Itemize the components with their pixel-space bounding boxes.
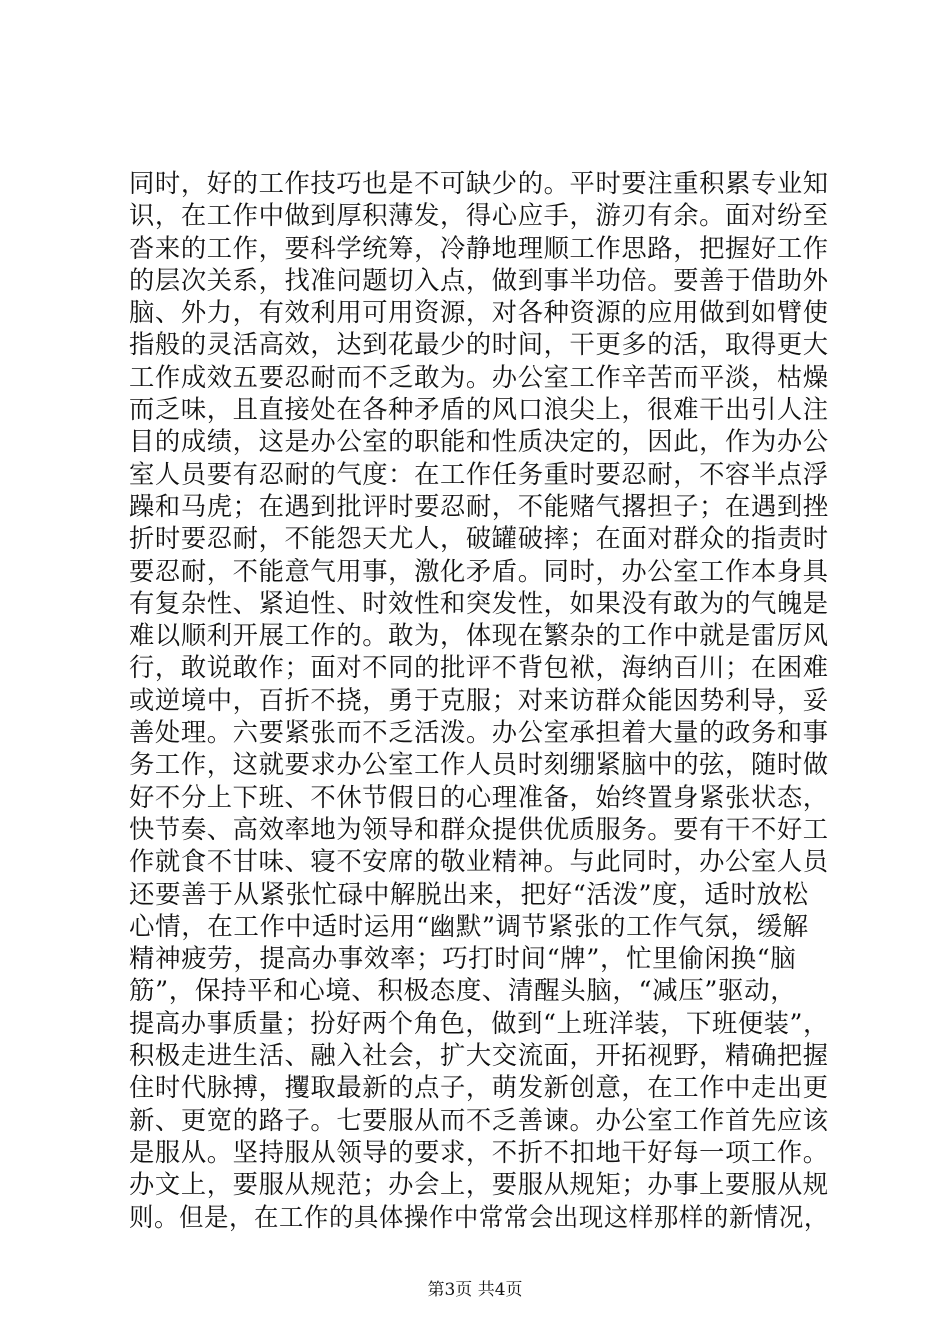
text-line: 要忍耐，不能意气用事，激化矛盾。同时，办公室工作本身具	[129, 556, 829, 587]
text-line: 新、更宽的路子。七要服从而不乏善谏。办公室工作首先应该	[129, 1105, 829, 1136]
text-line: 行，敢说敢作；面对不同的批评不背包袱，海纳百川；在困难	[129, 653, 829, 684]
text-line: 筋”，保持平和心境、积极态度、清醒头脑，“减压”驱动，	[129, 976, 797, 1007]
text-line: 或逆境中，百折不挠，勇于克服；对来访群众能因势利导，妥	[129, 685, 829, 716]
text-line: 作就食不甘味、寝不安席的敬业精神。与此同时，办公室人员	[129, 847, 829, 878]
text-line: 折时要忍耐，不能怨天尤人，破罐破摔；在面对群众的指责时	[129, 524, 829, 555]
text-line: 沓来的工作，要科学统筹，冷静地理顺工作思路，把握好工作	[129, 233, 829, 264]
text-line: 心情，在工作中适时运用“幽默”调节紧张的工作气氛，缓解	[129, 911, 809, 942]
text-line: 难以顺利开展工作的。敢为，体现在繁杂的工作中就是雷厉风	[129, 621, 829, 652]
text-line: 提高办事质量；扮好两个角色，做到“上班洋装，下班便装”，	[129, 1008, 829, 1039]
text-line: 室人员要有忍耐的气度：在工作任务重时要忍耐，不容半点浮	[129, 459, 829, 490]
text-line: 住时代脉搏，攫取最新的点子，萌发新创意，在工作中走出更	[129, 1073, 829, 1104]
text-line: 善处理。六要紧张而不乏活泼。办公室承担着大量的政务和事	[129, 718, 829, 749]
text-line: 工作成效五要忍耐而不乏敢为。办公室工作辛苦而平淡，枯燥	[129, 362, 829, 393]
text-line: 积极走进生活、融入社会，扩大交流面，开拓视野，精确把握	[129, 1041, 829, 1072]
body-text	[129, 168, 829, 1234]
text-line: 而乏味，且直接处在各种矛盾的风口浪尖上，很难干出引人注	[129, 395, 829, 426]
text-line: 躁和马虎；在遇到批评时要忍耐，不能赌气撂担子；在遇到挫	[129, 491, 829, 522]
page-number-footer: 第3页 共4页	[427, 1280, 523, 1300]
text-line: 则。但是，在工作的具体操作中常常会出现这样那样的新情况，	[129, 1202, 829, 1233]
text-line: 还要善于从紧张忙碌中解脱出来，把好“活泼”度，适时放松	[129, 879, 809, 910]
text-line: 目的成绩，这是办公室的职能和性质决定的，因此，作为办公	[129, 427, 829, 458]
text-line: 精神疲劳，提高办事效率；巧打时间“牌”，忙里偷闲换“脑	[129, 944, 797, 975]
text-line: 脑、外力，有效利用可用资源，对各种资源的应用做到如臂使	[129, 298, 829, 329]
text-line: 办文上，要服从规范；办会上，要服从规矩；办事上要服从规	[129, 1170, 829, 1201]
text-line: 识，在工作中做到厚积薄发，得心应手，游刃有余。面对纷至	[129, 201, 829, 232]
text-line: 同时，好的工作技巧也是不可缺少的。平时要注重积累专业知	[129, 169, 829, 199]
text-line: 好不分上下班、不休节假日的心理准备，始终置身紧张状态，	[129, 782, 829, 813]
text-line: 快节奏、高效率地为领导和群众提供优质服务。要有干不好工	[129, 814, 829, 845]
text-line: 指般的灵活高效，达到花最少的时间，干更多的活，取得更大	[129, 330, 829, 361]
text-line: 务工作，这就要求办公室工作人员时刻绷紧脑中的弦，随时做	[129, 750, 829, 781]
text-line: 的层次关系，找准问题切入点，做到事半功倍。要善于借助外	[129, 265, 829, 296]
text-line: 是服从。坚持服从领导的要求，不折不扣地干好每一项工作。	[129, 1137, 829, 1168]
text-line: 有复杂性、紧迫性、时效性和突发性，如果没有敢为的气魄是	[129, 588, 829, 619]
